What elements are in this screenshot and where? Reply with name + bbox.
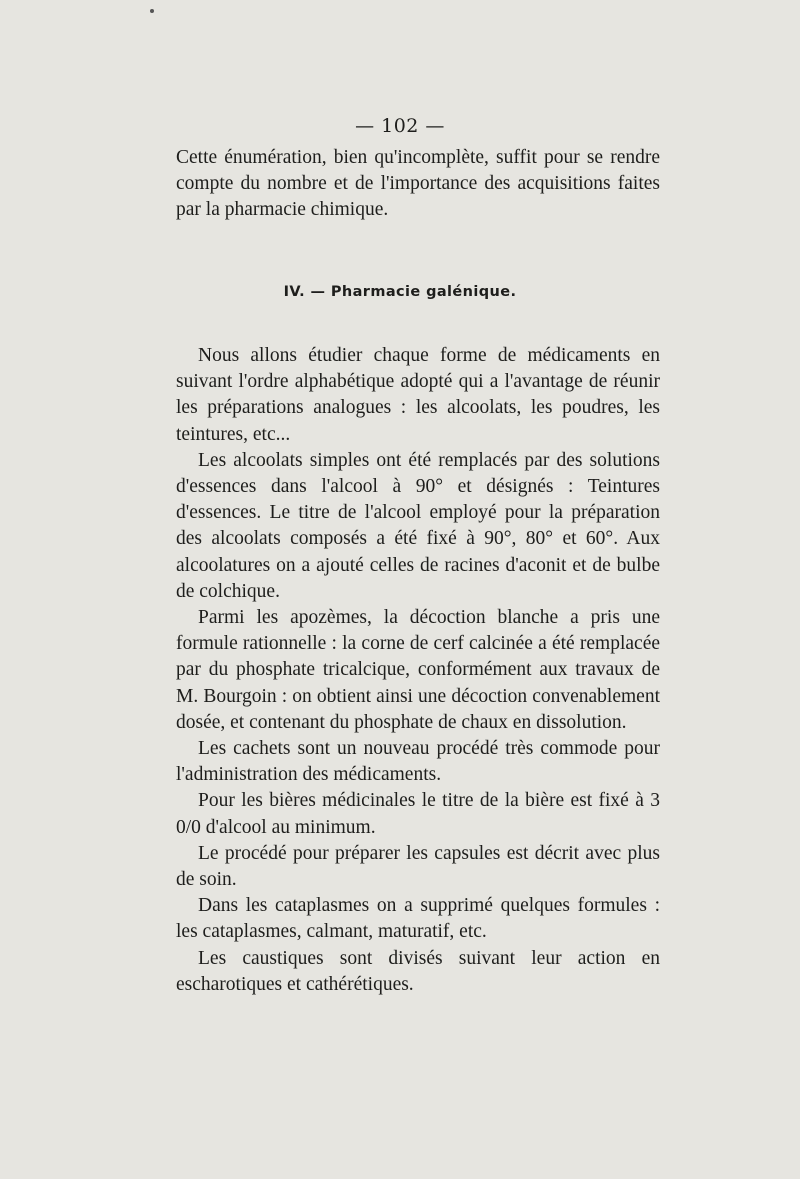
paragraph-bieres: Pour les bières médicinales le titre de la bière est fixé à 3 0/0 d'alcool au minimum. [176,790,660,838]
paragraph-galenic-forms: Nous allons étudier chaque forme de médicaments en suivant l'ordre alphabétique adopté qui a l'avantage de réunir les préparations analogues : les alcoolats, les poudres, les teintures, etc... [176,345,660,445]
print-speck [150,9,154,13]
paragraph-capsules: Le procédé pour préparer les capsules est décrit avec plus de soin. [176,842,660,891]
paragraph-cachets: Les cachets sont un nouveau procédé très commode pour l'administration des médicaments. [176,738,660,786]
section-heading: IV. — Pharmacie galénique. [283,284,517,300]
intro-text [176,145,660,224]
body-text [176,343,660,998]
paragraph-alcoolats: Les alcoolats simples ont été remplacés par des solutions d'essences dans l'alcool à 90° et désignés : Teintures d'essences. Le titre de l'alcool employé pour la préparation des alcoolats composés a été fixé à 90°, 80° et 60°. Aux alcoolatures on a ajouté celles de racines d'aconit et de bulbe de colchique. [176,449,660,602]
paragraph-caustiques: Les caustiques sont divisés suivant leur action en escharotiques et cathérétiques. [176,947,660,995]
page-number: — 102 — [355,115,445,137]
paragraph-apozemes: Parmi les apozèmes, la décoction blanche a pris une formule rationnelle : la corne de cerf calcinée a été remplacée par du phosphate tricalcique, conformément aux travaux de M. Bourgoin : on obtient ainsi une décoction convenablement dosée, et contenant du phosphate de chaux en dissolution. [176,607,660,733]
intro-paragraph: Cette énumération, bien qu'incomplète, suffit pour se rendre compte du nombre et de l'importance des acquisitions faites par la pharmacie chimique. [176,147,660,221]
paragraph-cataplasmes: Dans les cataplasmes on a supprimé quelques formules : les cataplasmes, calmant, maturatif, etc. [176,895,660,943]
